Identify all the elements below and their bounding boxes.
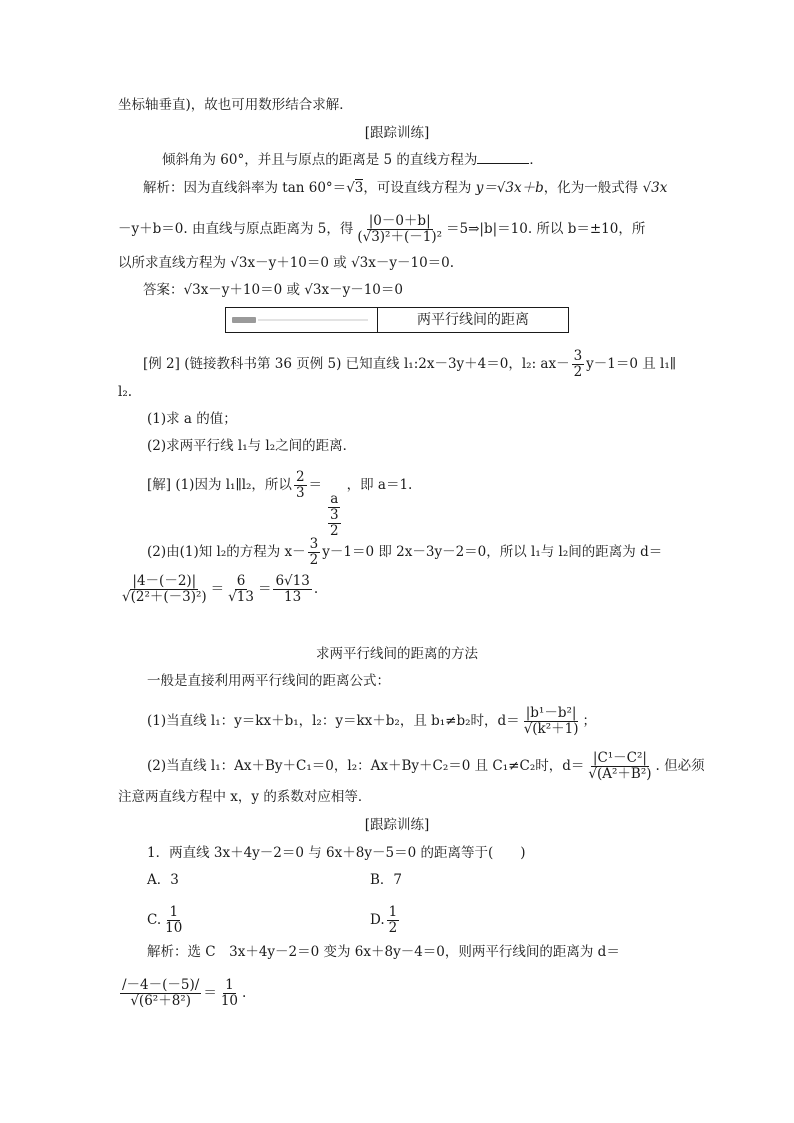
example-2-question-2: (2)求两平行线 l₁与 l₂之间的距离． xyxy=(147,438,357,454)
formula-fraction xyxy=(522,706,581,737)
fraction-numerator: 3 xyxy=(573,348,583,364)
fraction-numerator: 3 xyxy=(330,507,339,523)
method-text: (2)当直线 l₁：Ax＋By＋C₁＝0，l₂：Ax＋By＋C₂＝0 且 C₁≠C₂时，d＝ xyxy=(147,758,585,774)
section-title: 两平行线间的距离 xyxy=(417,312,529,328)
section-label-cell xyxy=(226,308,378,332)
fraction-numerator: 2 xyxy=(295,469,305,485)
fraction-numerator: /－4－(－5)/ xyxy=(122,977,200,993)
method-title: 求两平行线间的距离的方法 xyxy=(316,646,478,662)
section-tag xyxy=(232,317,256,323)
fraction-denominator: (√3)²＋(－1)² xyxy=(357,229,442,245)
exercise-1-stem: 1．两直线 3x＋4y－2＝0 与 6x＋8y－5＝0 的距离等于( ) xyxy=(147,845,526,861)
fraction-denominator: 3 xyxy=(295,485,305,501)
distance-fraction xyxy=(120,574,209,605)
solution-text: ，即 a＝1. xyxy=(346,477,413,493)
analysis-line-1 xyxy=(143,179,667,197)
formula-fraction xyxy=(586,751,653,782)
fraction-denominator: 10 xyxy=(165,920,183,936)
fraction-denominator: √(6²＋8²) xyxy=(130,993,191,1009)
answer-blank xyxy=(477,151,529,164)
fraction-denominator: 2 xyxy=(573,364,583,380)
section-heading-follow-up: [跟踪训练] xyxy=(364,817,430,833)
solution-part-1: [解] (1)因为 l₁∥l₂，所以 $\frac{2}{3}$ ＝ $\frac{a}{\frac{3}{2}}$ ，即 a＝1. xyxy=(147,469,413,539)
question-text: 倾斜角为 60°，并且与原点的距离是 5 的直线方程为 xyxy=(162,152,478,168)
analysis-line-3: 以所求直线方程为 √3x－y＋10＝0 或 √3x－y－10＝0. xyxy=(118,255,455,271)
option-b: B．7 xyxy=(370,872,403,888)
fraction-numerator: |b¹－b²| xyxy=(525,705,577,721)
fraction-denominator: 10 xyxy=(220,993,238,1009)
method-text: . 但必须 xyxy=(655,758,705,774)
fraction-numerator: |C¹－C²| xyxy=(592,750,647,766)
analysis-text: －y＋b＝0. 由直线与原点距离为 5，得 xyxy=(118,221,354,237)
fraction-a-over-3-2 xyxy=(324,492,345,539)
option-a: A．3 xyxy=(147,872,179,888)
fraction-denominator: √(A²＋B²) xyxy=(588,766,652,782)
fraction-denominator: √13 xyxy=(228,589,254,605)
solution-text: [解] (1)因为 l₁∥l₂，所以 xyxy=(147,477,292,493)
fraction-denominator: 13 xyxy=(284,589,302,605)
exercise-question xyxy=(162,151,543,169)
equation: √3x xyxy=(642,180,668,196)
period: . xyxy=(242,985,247,1001)
fraction-numerator: a xyxy=(330,491,339,507)
method-case-2 xyxy=(147,751,705,782)
option-d xyxy=(370,905,401,936)
method-text: ； xyxy=(582,713,597,729)
equation: y＝√3x＋b xyxy=(475,180,544,196)
fraction-numerator: |0－0＋b| xyxy=(368,213,431,229)
solution-text: y－1＝0 即 2x－3y－2＝0，所以 l₁与 l₂间的距离为 d＝ xyxy=(322,544,663,560)
option-fraction xyxy=(387,905,400,936)
fraction-denominator: 2 xyxy=(388,920,398,936)
method-case-1 xyxy=(147,706,596,737)
fraction-numerator: 3 xyxy=(309,536,319,552)
method-intro: 一般是直接利用两平行线间的距离公式： xyxy=(147,673,390,689)
fraction-denominator: 2 xyxy=(309,552,319,568)
fraction-denominator xyxy=(324,508,345,539)
section-title-box xyxy=(225,307,569,333)
answer-line: 答案：√3x－y＋10＝0 或 √3x－y－10＝0 xyxy=(143,282,403,298)
fraction-numerator: 1 xyxy=(225,977,234,993)
nested-fraction xyxy=(328,508,341,539)
option-label: D. xyxy=(370,912,385,928)
analysis-text: ，化为一般式得 xyxy=(543,180,643,196)
analysis-line-2 xyxy=(118,214,645,245)
fraction-result xyxy=(273,574,311,605)
fraction-denominator: 2 xyxy=(330,523,339,539)
fraction-numerator: 6 xyxy=(236,573,246,589)
fraction-numerator: 1 xyxy=(169,904,179,920)
distance-fraction xyxy=(120,978,201,1009)
fraction-numerator: 6√13 xyxy=(275,573,310,589)
solution-part-2-line-2: $\frac{|4-(-2)|}{\text{√(2²＋(－3)²)}}$ ＝ $\frac{6}{√13}$ ＝ $\frac{6√13}{13}$ . xyxy=(122,573,319,605)
question-end: ． xyxy=(529,152,543,168)
fraction-numerator: 1 xyxy=(388,904,398,920)
fraction-result xyxy=(219,978,240,1009)
analysis-text: 解析：因为直线斜率为 tan 60°＝ xyxy=(143,180,347,196)
option-fraction xyxy=(163,905,184,936)
fraction-denominator: √(k²＋1) xyxy=(523,721,579,737)
example-text: [例 2] (链接教科书第 36 页例 5) 已知直线 l₁:2x－3y＋4＝0，l₂: ax－ xyxy=(143,356,570,372)
fraction-3-2 xyxy=(308,537,321,568)
fraction-6-sqrt13 xyxy=(226,574,256,605)
fraction-denominator: √(2²＋(－3)²) xyxy=(122,589,207,605)
analysis-text: ＝5⇒|b|＝10. 所以 b＝±10，所 xyxy=(446,221,646,237)
solution-part-2-line-1 xyxy=(147,537,662,568)
paragraph-line: 坐标轴垂直)，故也可用数形结合求解． xyxy=(118,97,353,113)
fraction-3-2 xyxy=(572,349,585,380)
option-label: C. xyxy=(147,912,162,928)
fraction-2-3 xyxy=(294,470,307,501)
distance-fraction xyxy=(355,214,444,245)
option-c xyxy=(147,905,186,936)
exercise-1-distance: $\frac{/-4-(-5)/}{\text{√(6²＋8²)}}$ ＝ $\frac{1}{10}$ . xyxy=(122,977,247,1009)
solution-text: (2)由(1)知 l₂的方程为 x－ xyxy=(147,544,306,560)
example-2-line-1 xyxy=(143,349,676,380)
method-text: (1)当直线 l₁：y＝kx＋b₁，l₂：y＝kx＋b₂，且 b₁≠b₂时，d＝ xyxy=(147,713,520,729)
example-text: y－1＝0 且 l₁∥ xyxy=(586,356,677,372)
sqrt-3: √ 3 xyxy=(346,179,363,196)
example-2-question-1: (1)求 a 的值； xyxy=(147,411,237,427)
example-2-line-2: l₂. xyxy=(118,384,133,400)
fraction-numerator: |4－(－2)| xyxy=(132,573,197,589)
method-note: 注意两直线方程中 x，y 的系数对应相等． xyxy=(118,789,372,805)
analysis-text: ，可设直线方程为 xyxy=(363,180,476,196)
section-heading-follow-up: [跟踪训练] xyxy=(364,125,430,141)
exercise-1-analysis: 解析：选 C 3x＋4y－2＝0 变为 6x＋8y－4＝0，则两平行线间的距离为 d＝ xyxy=(147,944,620,960)
